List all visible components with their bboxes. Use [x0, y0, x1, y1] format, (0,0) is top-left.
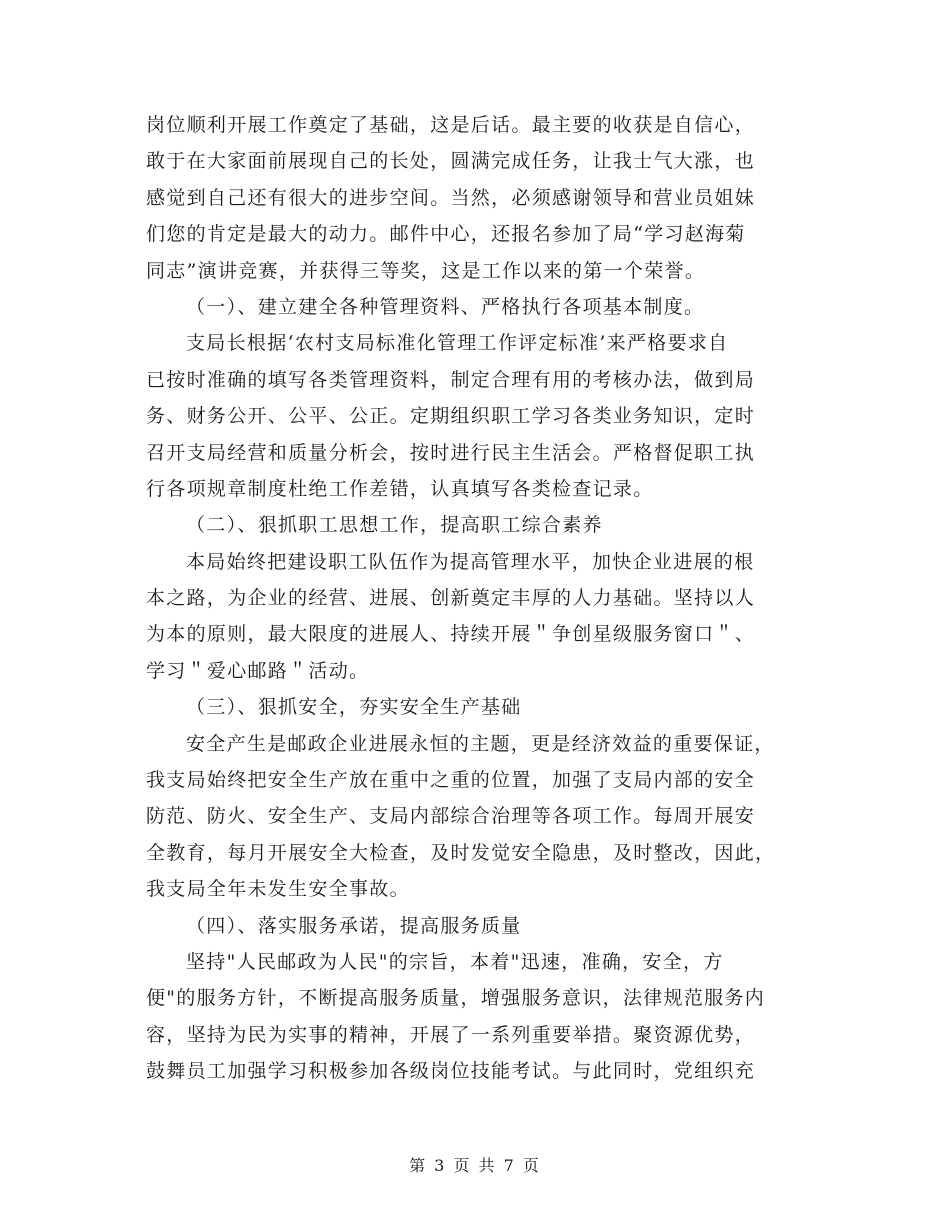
paragraph-line: 敢于在大家面前展现自己的长处，圆满完成任务，让我士气大涨，也	[146, 150, 756, 173]
paragraph-line: 感觉到自己还有很大的进步空间。当然，必须感谢领导和营业员姐妹	[146, 186, 756, 209]
paragraph-line: 岗位顺利开展工作奠定了基础，这是后话。最主要的收获是自信心，	[146, 114, 756, 136]
paragraph-line: 行各项规章制度杜绝工作差错，认真填写各类检查记录。	[146, 477, 654, 500]
paragraph-line: 我支局始终把安全生产放在重中之重的位置，加强了支局内部的安全	[146, 769, 756, 792]
paragraph-line: 召开支局经营和质量分析会，按时进行民主生活会。严格督促职工执	[146, 441, 756, 464]
paragraph-line: 学习＂爱心邮路＂活动。	[146, 659, 370, 682]
paragraph-line: 防范、防火、安全生产、支局内部综合治理等各项工作。每周开展安	[146, 805, 756, 828]
section-heading: （二）、狠抓职工思想工作，提高职工综合素养	[186, 514, 603, 537]
paragraph-line: 本局始终把建设职工队伍作为提高管理水平，加快企业进展的根	[186, 550, 755, 573]
paragraph-line: 支局长根据‘农村支局标准化管理工作评定标准’来严格要求自	[186, 332, 729, 355]
paragraph-line: 安全产生是邮政企业进展永恒的主题，更是经济效益的重要保证，	[186, 732, 775, 755]
paragraph-line: 全教育，每月开展安全大检查，及时发觉安全隐患，及时整改，因此，	[146, 841, 776, 864]
document-body	[146, 107, 806, 1090]
paragraph-line: 同志”演讲竞赛，并获得三等奖，这是工作以来的第一个荣誉。	[146, 259, 706, 282]
section-heading: （三）、狠抓安全，夯实安全生产基础	[186, 696, 522, 719]
paragraph-line: 已按时准确的填写各类管理资料，制定合理有用的考核办法，做到局	[146, 368, 756, 391]
page-number: 第 3 页 共 7 页	[409, 1156, 541, 1175]
paragraph-line: 坚持"人民邮政为人民"的宗旨，本着"迅速，准确，安全，方	[186, 950, 724, 973]
paragraph-line: 我支局全年未发生安全事故。	[146, 878, 410, 901]
section-heading: （四）、落实服务承诺，提高服务质量	[186, 914, 522, 937]
paragraph-line: 鼓舞员工加强学习积极参加各级岗位技能考试。与此同时，党组织充	[146, 1060, 756, 1083]
paragraph-line: 为本的原则，最大限度的进展人、持续开展＂争创星级服务窗口＂、	[146, 623, 756, 646]
section-heading: （一）、建立建全各种管理资料、严格执行各项基本制度。	[186, 295, 705, 318]
paragraph-line: 便"的服务方针，不断提高服务质量，增强服务意识，法律规范服务内	[146, 987, 766, 1010]
paragraph-line: 们您的肯定是最大的动力。邮件中心，还报名参加了局“学习赵海菊	[146, 223, 746, 246]
paragraph-line: 务、财务公开、公平、公正。定期组织职工学习各类业务知识，定时	[146, 405, 756, 428]
paragraph-line: 本之路，为企业的经营、进展、创新奠定丰厚的人力基础。坚持以人	[146, 587, 756, 610]
paragraph-line: 容，坚持为民为实事的精神，开展了一系列重要举措。聚资源优势，	[146, 1023, 756, 1046]
